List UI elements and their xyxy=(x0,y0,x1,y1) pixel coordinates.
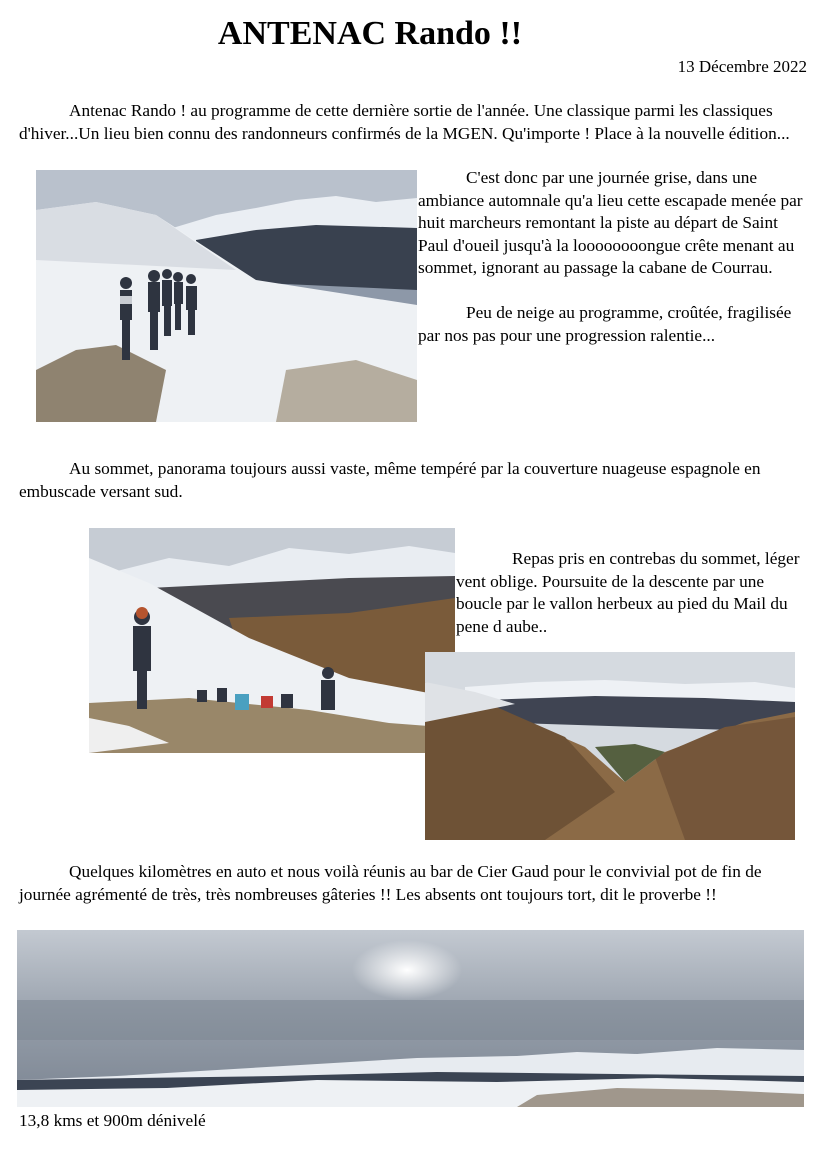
intro-paragraph: Antenac Rando ! au programme de cette dernière sortie de l'année. Une classique parmi les classiques d'hiver...Un lieu bien connu des randonneurs confirmés de la MGEN. Qu'importe ! Place à la nouvelle édition... xyxy=(19,101,790,143)
panorama-photo xyxy=(17,930,804,1107)
ending-paragraph: Quelques kilomètres en auto et nous voilà réunis au bar de Cier Gaud pour le convivial pot de fin de journée agrémenté de très, très nombreuses gâteries !! Les absents ont toujours tort, dit le proverbe !! xyxy=(19,862,762,904)
lunch-paragraph: Repas pris en contrebas du sommet, léger vent oblige. Poursuite de la descente par une boucle par le vallon herbeux au pied du Mail du pene d aube.. xyxy=(456,549,800,636)
stats-caption: 13,8 kms et 900m dénivelé xyxy=(19,1111,206,1130)
valley-photo xyxy=(425,652,795,840)
hikers-ridge-photo xyxy=(36,170,417,422)
summit-paragraph: Au sommet, panorama toujours aussi vaste, même tempéré par la couverture nuageuse espagnole en embuscade versant sud. xyxy=(19,459,761,501)
lunch-break-photo xyxy=(89,528,455,753)
day-paragraph: C'est donc par une journée grise, dans une ambiance automnale qu'a lieu cette escapade menée par huit marcheurs remontant la piste au départ de Saint Paul d'oueil jusqu'à la loooooooongue crête menant au sommet, ignorant au passage la cabane de Courrau. xyxy=(418,168,803,277)
date: 13 Décembre 2022 xyxy=(677,57,807,76)
snow-paragraph: Peu de neige au programme, croûtée, fragilisée par nos pas pour une progression ralentie... xyxy=(418,303,792,345)
page-title: ANTENAC Rando !! xyxy=(217,15,523,52)
